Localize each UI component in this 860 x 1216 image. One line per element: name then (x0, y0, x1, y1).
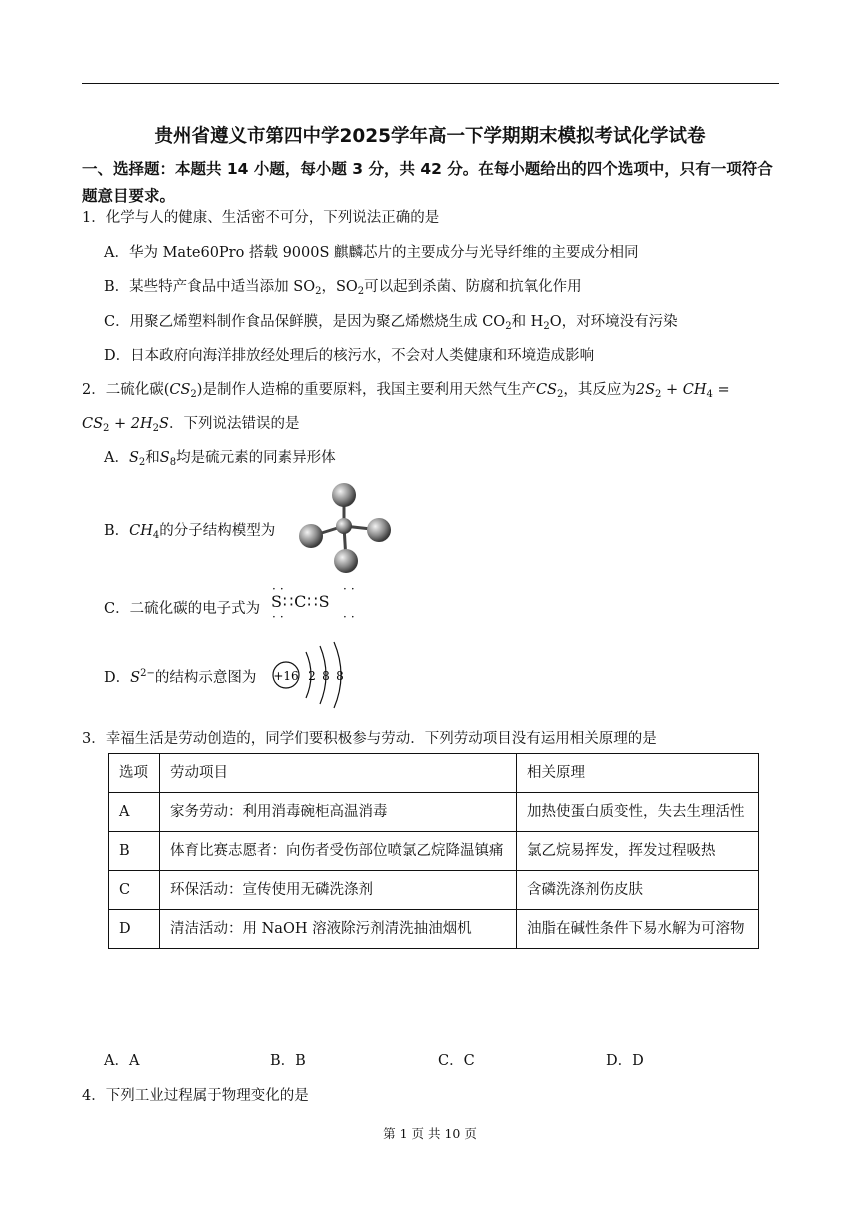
q3-choice-a: A．A (104, 1053, 140, 1069)
table-cell: A (109, 793, 160, 832)
page-title: 贵州省遵义市第四中学2025学年高一下学期期末模拟考试化学试卷 (154, 126, 706, 147)
sulfide-ion-structure-icon (268, 640, 358, 712)
q3-choice-c: C．C (438, 1053, 475, 1069)
svg-text:+16: +16 (273, 669, 299, 683)
table-row (109, 871, 759, 910)
q3-choice-b: B．B (270, 1053, 306, 1069)
q1-option-b: B．某些特产食品中适当添加 $SO_2$，$SO_2$可以起到杀菌、防腐和抗氧化作用 (104, 279, 582, 297)
svg-text:2: 2 (308, 669, 316, 683)
table-cell: C (109, 871, 160, 910)
cs2-electron-formula: S∷C∷S ·· ·· ·· ·· (271, 582, 359, 624)
table-header-cell: 选项 (109, 754, 160, 793)
table-cell: 含磷洗涤剂伤皮肤 (517, 871, 759, 910)
q4-stem: 4．下列工业过程属于物理变化的是 (82, 1088, 309, 1104)
q3-stem: 3．幸福生活是劳动创造的，同学们要积极参与劳动．下列劳动项目没有运用相关原理的是 (82, 731, 657, 747)
table-row (109, 910, 759, 949)
table-cell: 体育比赛志愿者：向伤者受伤部位喷氯乙烷降温镇痛 (160, 832, 517, 871)
table-cell: 环保活动：宣传使用无磷洗涤剂 (160, 871, 517, 910)
q3-choice-d: D．D (606, 1053, 644, 1069)
table-header-cell: 劳动项目 (160, 754, 517, 793)
table-cell: B (109, 832, 160, 871)
section-heading: 一、选择题：本题共 14 小题，每小题 3 分，共 42 分。在每小题给出的四个选项中，只有一项符合题意目要求。 (82, 160, 773, 205)
table-cell: 油脂在碱性条件下易水解为可溶物 (517, 910, 759, 949)
table-header-cell: 相关原理 (517, 754, 759, 793)
q1-option-d: D．日本政府向海洋排放经处理后的核污水，不会对人类健康和环境造成影响 (104, 348, 595, 364)
q2-option-b: B．$CH_4$的分子结构模型为 (104, 523, 276, 541)
table-cell: 清洁活动：用 NaOH 溶液除污剂清洗抽油烟机 (160, 910, 517, 949)
methane-model-icon (292, 480, 392, 578)
q2-option-a: A．$S_2$和$S_8$均是硫元素的同素异形体 (104, 450, 336, 468)
q1-option-a: A．华为 Mate60Pro 搭载 9000S 麒麟芯片的主要成分与光导纤维的主要成分相同 (104, 245, 639, 261)
q1-stem: 1．化学与人的健康、生活密不可分，下列说法正确的是 (82, 210, 440, 226)
table-cell: 氯乙烷易挥发，挥发过程吸热 (517, 832, 759, 871)
q1-option-c: C．用聚乙烯塑料制作食品保鲜膜，是因为聚乙烯燃烧生成 $CO_2$和 $H_2O$，对环境没有污染 (104, 314, 678, 332)
svg-text:8: 8 (322, 669, 330, 683)
table-cell: 家务劳动：利用消毒碗柜高温消毒 (160, 793, 517, 832)
q2-stem-line1: 2．二硫化碳$(CS_2)$是制作人造棉的重要原料，我国主要利用天然气生产$CS_2$，其反应为$2S_2 + CH_4$ = (82, 382, 730, 400)
table-row (109, 793, 759, 832)
table-row (109, 832, 759, 871)
q2-option-d: D．$S^{2-}$的结构示意图为 (104, 668, 257, 686)
page-number: 第 1 页 共 10 页 (383, 1126, 477, 1141)
table-cell: 加热使蛋白质变性，失去生理活性 (517, 793, 759, 832)
table-header-row (109, 754, 759, 793)
header-rule (82, 83, 779, 84)
svg-text:8: 8 (336, 669, 344, 683)
q2-option-c: C．二硫化碳的电子式为 (104, 601, 261, 617)
q3-table (108, 753, 759, 949)
table-cell: D (109, 910, 160, 949)
q2-stem-line2: $CS_2 + 2H_2S$．下列说法错误的是 (82, 416, 300, 434)
